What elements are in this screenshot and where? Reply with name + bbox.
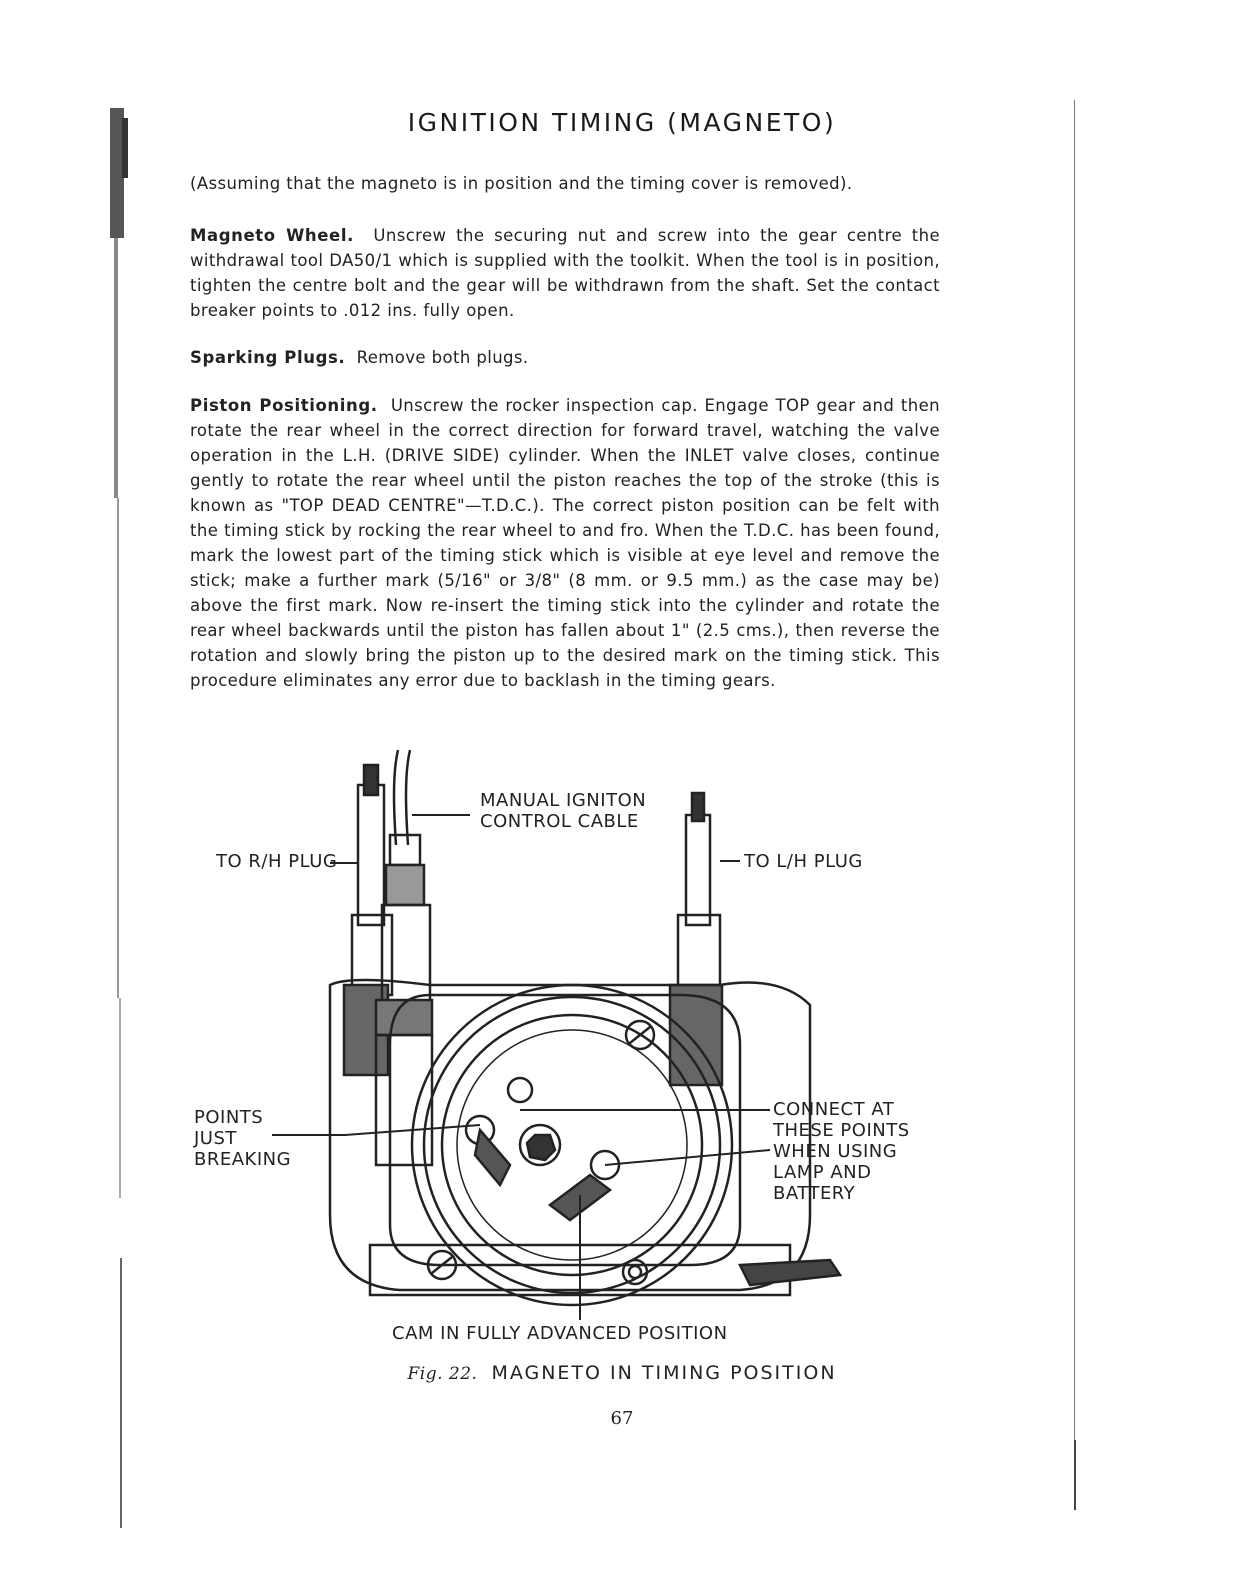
figure-title: MAGNETO IN TIMING POSITION bbox=[491, 1362, 837, 1384]
section-sparking-plugs bbox=[190, 345, 940, 370]
section-piston-positioning bbox=[190, 393, 940, 693]
section-heading: Piston Positioning. bbox=[190, 396, 378, 415]
figure-caption bbox=[0, 1362, 1244, 1384]
section-heading: Magneto Wheel. bbox=[190, 226, 354, 245]
section-magneto-wheel bbox=[190, 223, 940, 323]
label-cam: CAM IN FULLY ADVANCED POSITION bbox=[392, 1323, 728, 1344]
label-rh-plug: TO R/H PLUG bbox=[216, 851, 338, 872]
page-edge-line-lower bbox=[1074, 1440, 1076, 1510]
page-number: 67 bbox=[610, 1408, 634, 1429]
page-edge-line bbox=[1074, 100, 1075, 1500]
section-text: Remove both plugs. bbox=[356, 348, 529, 367]
label-points-breaking: POINTS JUST BREAKING bbox=[194, 1107, 292, 1170]
label-lh-plug: TO L/H PLUG bbox=[744, 851, 863, 872]
section-text: Unscrew the rocker inspection cap. Engage TOP gear and then rotate the rear wheel in the correct direction for forward travel, watching the valve operation in the L.H. (DRIVE SIDE) cylinder. When the INLET valve closes, continue gently to rotate the rear wheel until the piston reaches the top of the stroke (this is known as "TOP DEAD CENTRE"—T.D.C.). The correct piston position can be felt with the timing stick by rocking the rear wheel to and fro. When the T.D.C. has been found, mark the lowest part of the timing stick which is visible at eye level and remove the stick; make a further mark (5/16" or 3/8" (8 mm. or 9.5 mm.) as the case may be) above the first mark. Now re-insert the timing stick into the cylinder and rotate the rear wheel backwards until the piston has fallen about 1" (2.5 cms.), then reverse the rotation and slowly bring the piston up to the desired mark on the timing stick. This procedure eliminates any error due to backlash in the timing gears. bbox=[190, 396, 940, 690]
figure-number: Fig. 22. bbox=[407, 1364, 478, 1384]
section-text: Unscrew the securing nut and screw into the gear centre the withdrawal tool DA50/1 which is supplied with the toolkit. When the tool is in position, tighten the centre bolt and the gear will be withdrawn from the shaft. Set the contact breaker points to .012 ins. fully open. bbox=[190, 226, 941, 320]
section-heading: Sparking Plugs. bbox=[190, 348, 346, 367]
magneto-figure bbox=[180, 745, 940, 1365]
label-control-cable: MANUAL IGNITON CONTROL CABLE bbox=[480, 790, 647, 832]
magneto-drawing bbox=[180, 745, 940, 1365]
page-title: IGNITION TIMING (MAGNETO) bbox=[407, 108, 837, 137]
intro-text: (Assuming that the magneto is in position and the timing cover is removed). bbox=[190, 174, 853, 193]
label-connect-points: CONNECT AT THESE POINTS WHEN USING LAMP AND BATTERY bbox=[773, 1099, 910, 1204]
book-binding-edge bbox=[108, 108, 138, 1528]
